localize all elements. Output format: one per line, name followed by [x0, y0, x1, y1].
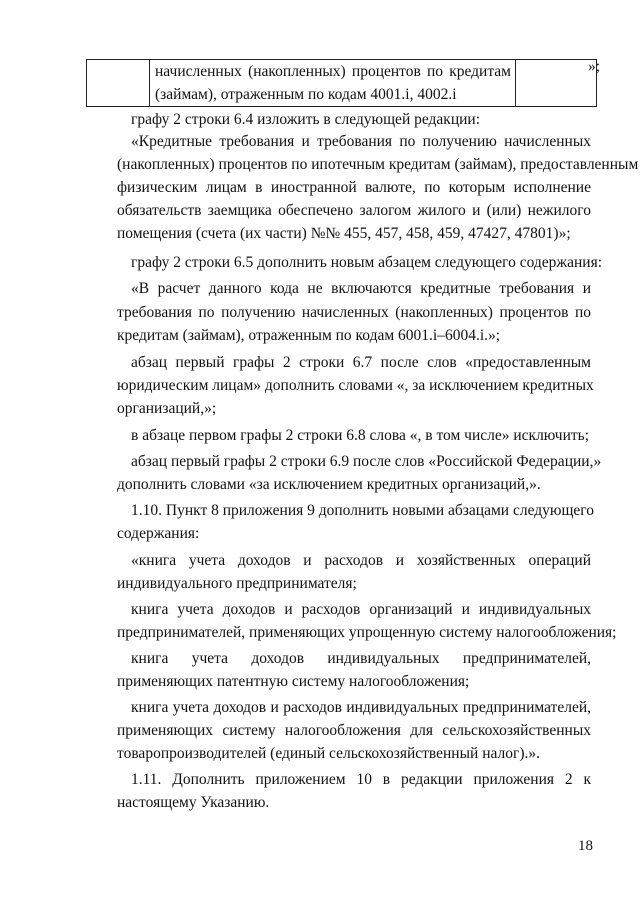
text-line: юридическим лицам» дополнить словами «, за исключением кредитных [117, 377, 594, 394]
text-line: графу 2 строки 6.4 изложить в следующей редакции: [131, 111, 481, 128]
table-cell-empty-right [516, 60, 597, 107]
text-line: индивидуального предпринимателя; [117, 575, 357, 592]
text-line: «В расчет данного кода не включаются кредитные требования и [131, 280, 591, 297]
text-line: книга учета доходов и расходов организаций и индивидуальных [131, 601, 591, 618]
text-line: физическим лицам в иностранной валюте, по которым исполнение [117, 179, 591, 196]
text-line: «Кредитные требования и требования по получению начисленных [131, 133, 591, 150]
table-closing-quote: »; [588, 58, 601, 75]
table-row [87, 60, 597, 107]
text-line: абзац первый графы 2 строки 6.7 после слов «предоставленным [131, 354, 591, 371]
text-line: применяющих систему налогообложения для сельскохозяйственных [117, 722, 591, 739]
table-text-line-1: начисленных (накопленных) процентов по кредитам [155, 63, 511, 80]
text-line: настоящему Указанию. [117, 794, 270, 811]
text-line: книга учета доходов и расходов индивидуальных предпринимателей, [131, 699, 591, 716]
text-line: применяющих патентную систему налогообложения; [117, 673, 470, 690]
table-cell-text [150, 60, 516, 107]
text-line: содержания: [117, 525, 200, 542]
text-line: требования по получению начисленных (накопленных) процентов по [117, 304, 591, 321]
text-line: помещения (счета (их части) №№ 455, 457, 458, 459, 47427, 47801)»; [117, 225, 571, 242]
text-line: (накопленных) процентов по ипотечным кредитам (займам), предоставленным [117, 156, 639, 173]
page-number: 18 [578, 838, 593, 854]
text-line: книга учета доходов индивидуальных предпринимателей, [131, 650, 591, 667]
text-line: в абзаце первом графы 2 строки 6.8 слова «, в том числе» исключить; [131, 427, 590, 444]
text-line: абзац первый графы 2 строки 6.9 после слов «Российской Федерации,» [131, 453, 602, 470]
text-line: организаций,»; [117, 400, 217, 417]
table-cell-empty-left [87, 60, 150, 107]
text-line: 1.11. Дополнить приложением 10 в редакции приложения 2 к [131, 771, 591, 788]
text-line: дополнить словами «за исключением кредитных организаций,». [117, 476, 541, 493]
text-line: графу 2 строки 6.5 дополнить новым абзацем следующего содержания: [131, 254, 603, 271]
text-line: 1.10. Пункт 8 приложения 9 дополнить новыми абзацами следующего [131, 502, 594, 519]
table-text-line-2: (займам), отраженным по кодам 4001.i, 4002.i [155, 86, 457, 103]
table-fragment [86, 59, 597, 107]
text-line: «книга учета доходов и расходов и хозяйственных операций [131, 552, 591, 569]
text-line: товаропроизводителей (единый сельскохозяйственный налог).». [117, 745, 541, 762]
text-line: кредитам (займам), отраженным по кодам 6001.i–6004.i.»; [117, 327, 501, 344]
text-line: обязательств заемщика обеспечено залогом жилого и (или) нежилого [117, 202, 591, 219]
text-line: предпринимателей, применяющих упрощенную систему налогообложения; [117, 624, 617, 641]
